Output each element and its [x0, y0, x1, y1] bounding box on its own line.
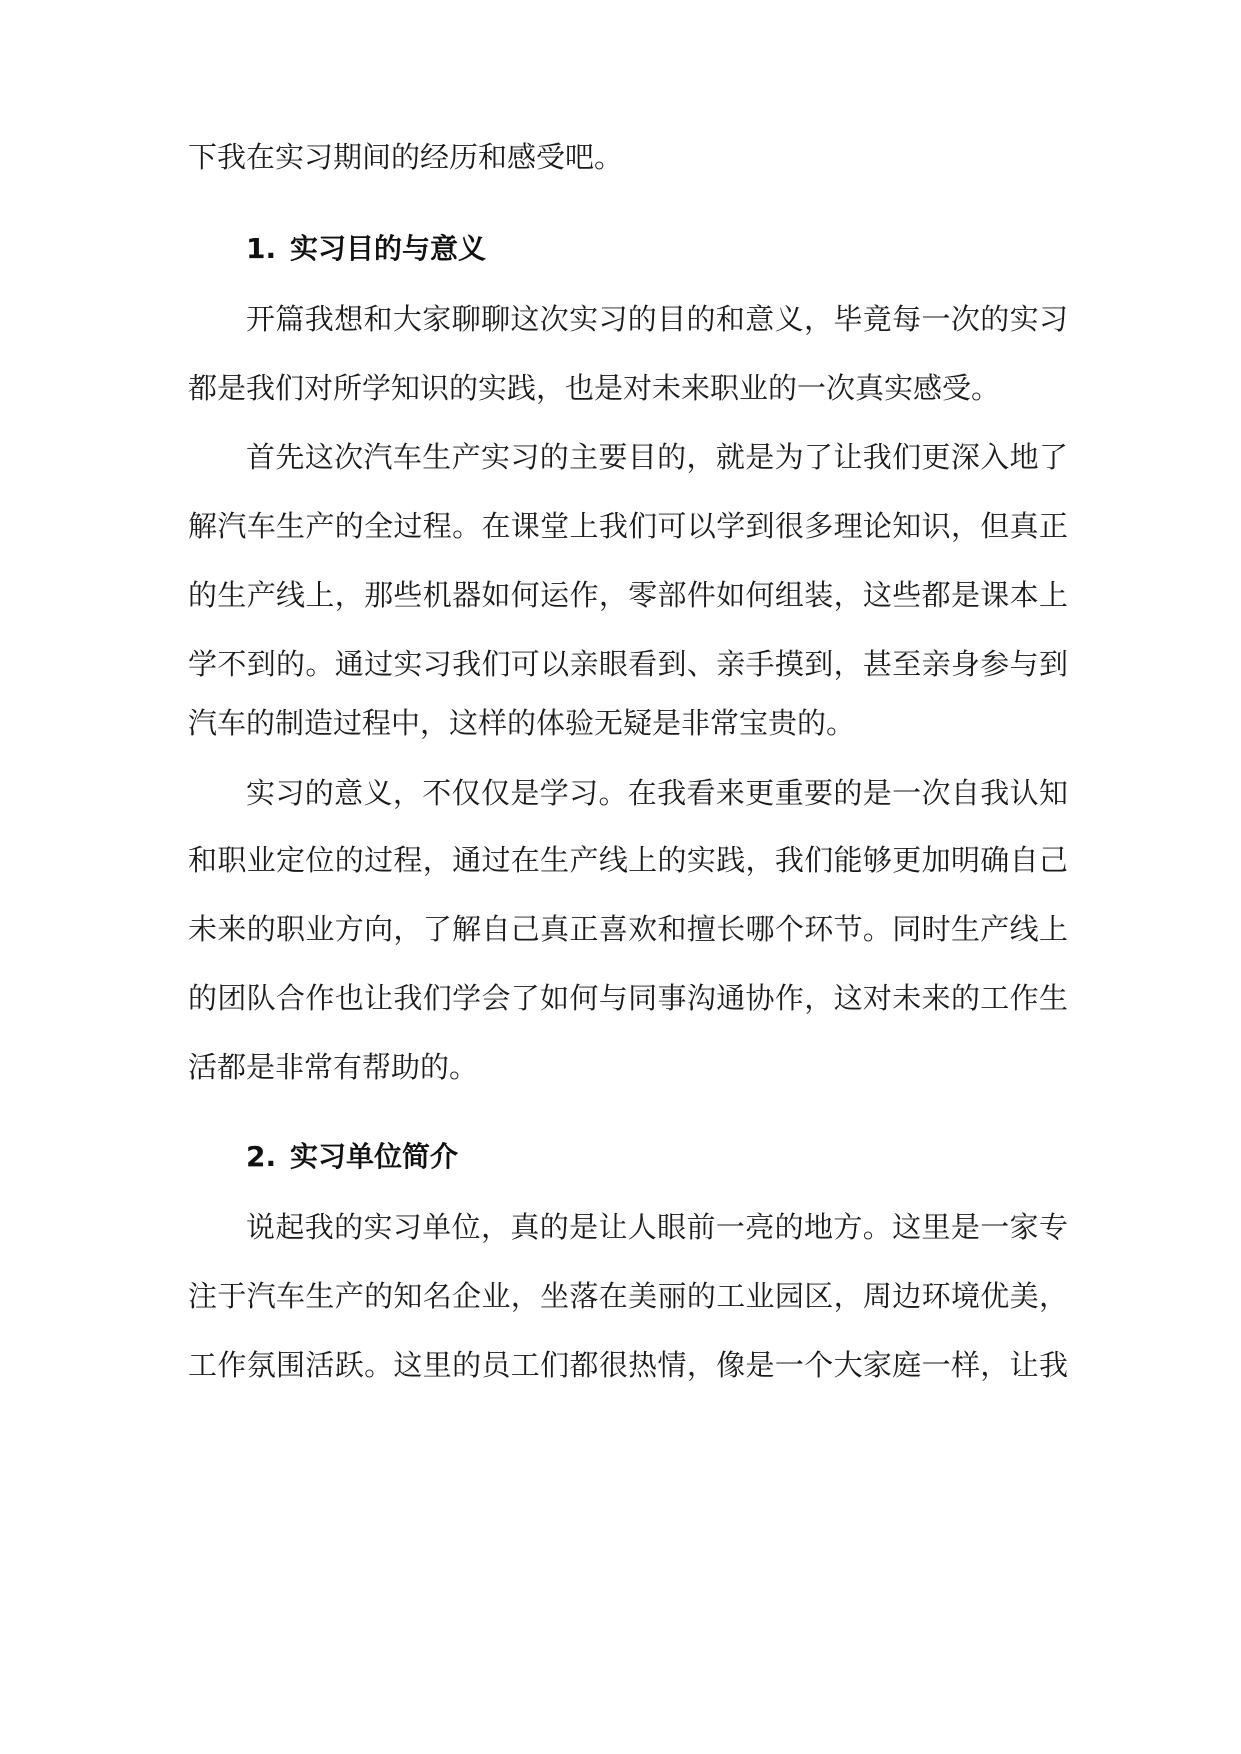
section-2-number: 2. [246, 1140, 277, 1173]
paragraph-line: 开篇我想和大家聊聊这次实习的目的和意义，毕竟每一次的实习 [246, 302, 1068, 336]
paragraph-line: 首先这次汽车生产实习的主要目的，就是为了让我们更深入地了 [246, 440, 1068, 474]
paragraph-line: 的生产线上，那些机器如何运作，零部件如何组装，这些都是课本上 [188, 578, 1068, 612]
paragraph-line: 活都是非常有帮助的。 [188, 1050, 479, 1084]
intro-tail-line: 下我在实习期间的经历和感受吧。 [188, 140, 624, 174]
paragraph-line: 解汽车生产的全过程。在课堂上我们可以学到很多理论知识，但真正 [188, 509, 1068, 543]
section-1-heading [246, 229, 486, 269]
paragraph-line: 都是我们对所学知识的实践，也是对未来职业的一次真实感受。 [188, 371, 1001, 405]
paragraph-line: 工作氛围活跃。这里的员工们都很热情，像是一个大家庭一样，让我 [188, 1348, 1068, 1382]
section-1-number: 1. [246, 232, 277, 265]
section-1-title: 实习目的与意义 [290, 232, 487, 265]
paragraph-line: 说起我的实习单位，真的是让人眼前一亮的地方。这里是一家专 [246, 1210, 1068, 1244]
section-2-heading [246, 1137, 458, 1177]
paragraph-line: 注于汽车生产的知名企业，坐落在美丽的工业园区，周边环境优美， [188, 1279, 1068, 1313]
paragraph-line: 和职业定位的过程，通过在生产线上的实践，我们能够更加明确自己 [188, 843, 1068, 877]
section-2-title: 实习单位简介 [290, 1140, 459, 1173]
paragraph-line: 汽车的制造过程中，这样的体验无疑是非常宝贵的。 [188, 706, 856, 740]
paragraph-line: 实习的意义，不仅仅是学习。在我看来更重要的是一次自我认知 [246, 776, 1068, 810]
paragraph-line: 学不到的。通过实习我们可以亲眼看到、亲手摸到，甚至亲身参与到 [188, 647, 1068, 681]
paragraph-line: 未来的职业方向，了解自己真正喜欢和擅长哪个环节。同时生产线上 [188, 912, 1068, 946]
paragraph-line: 的团队合作也让我们学会了如何与同事沟通协作，这对未来的工作生 [188, 981, 1068, 1015]
